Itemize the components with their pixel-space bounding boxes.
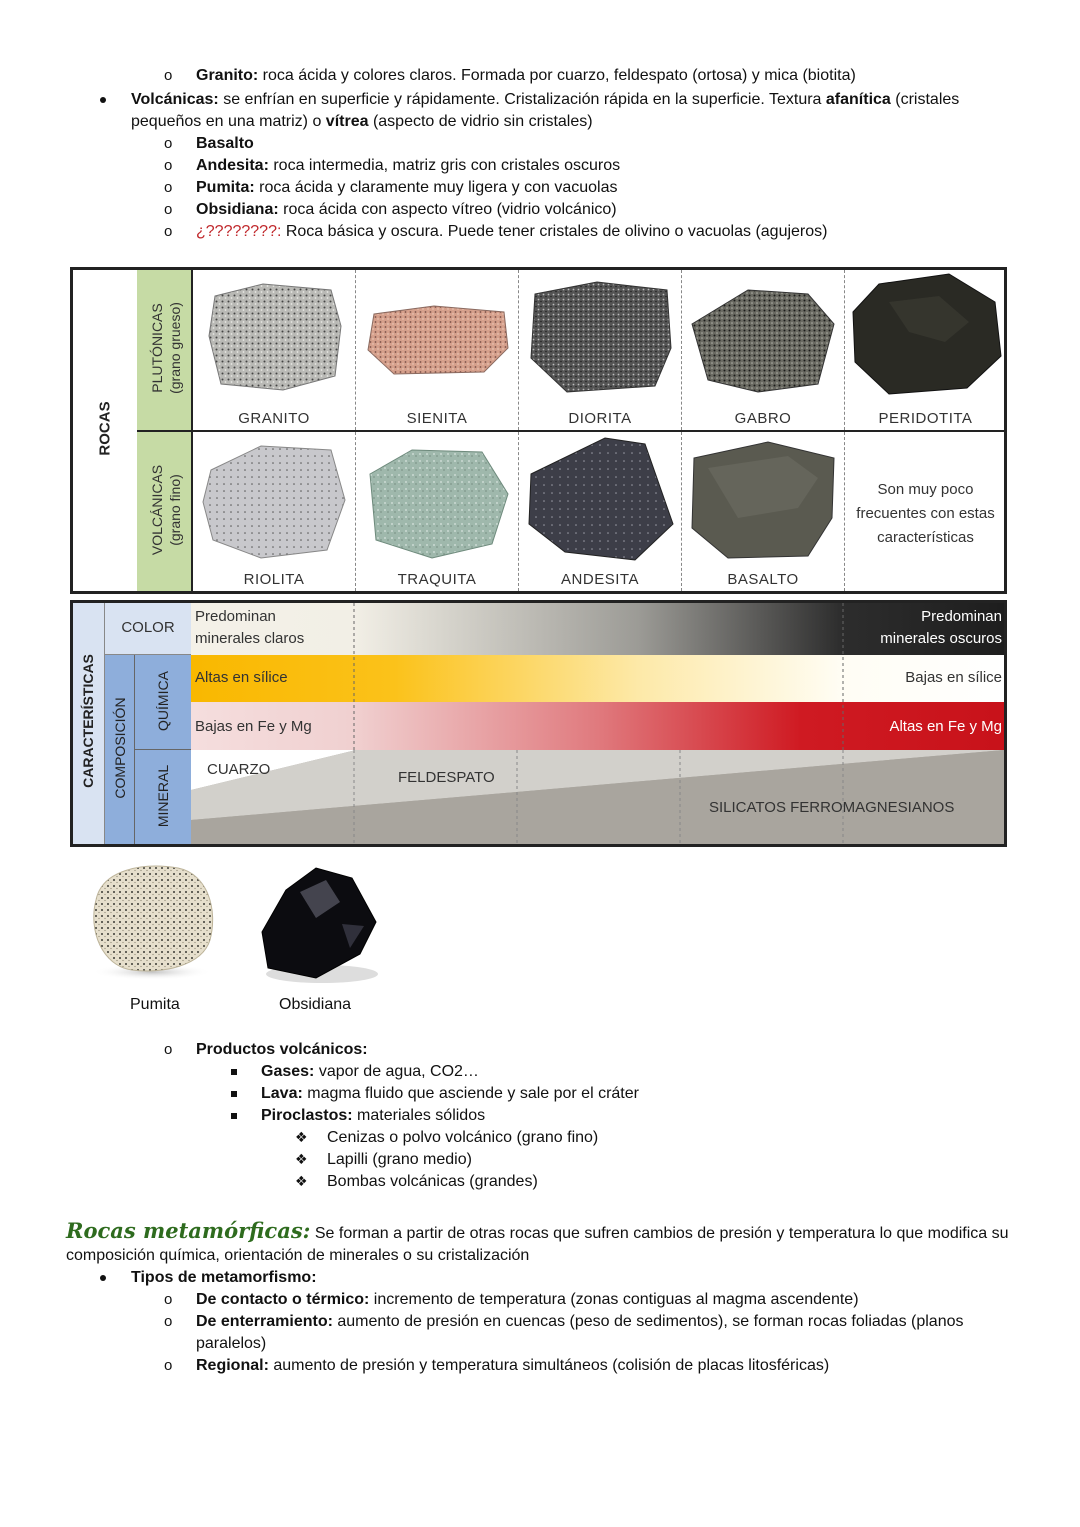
color-label: COLOR bbox=[121, 619, 175, 636]
femg-right-text: Altas en Fe y Mg bbox=[889, 718, 1002, 735]
cell-sienita bbox=[356, 270, 519, 430]
circle-bullet-icon: o bbox=[164, 201, 173, 218]
gabro-rock-image bbox=[688, 284, 838, 396]
dot-bullet-icon bbox=[100, 97, 106, 103]
silice-right-text: Bajas en sílice bbox=[905, 669, 1002, 686]
productos-lava: Lava: magma fluido que asciende y sale por el cráter bbox=[261, 1085, 639, 1102]
peridotita-rock-image bbox=[849, 272, 1003, 396]
circle-bullet-icon: o bbox=[164, 1041, 173, 1058]
cell-riolita bbox=[193, 432, 356, 591]
productos-gases: Gases: vapor de agua, CO2… bbox=[261, 1063, 479, 1080]
cell-gabro bbox=[682, 270, 845, 430]
circle-bullet-icon: o bbox=[164, 179, 173, 196]
composicion-column bbox=[105, 655, 135, 844]
circle-bullet-icon: o bbox=[164, 1313, 173, 1330]
cell-basalto bbox=[682, 432, 845, 591]
square-bullet-icon bbox=[231, 1069, 237, 1075]
rock-name: BASALTO bbox=[727, 571, 799, 588]
femg-left-text: Bajas en Fe y Mg bbox=[195, 718, 312, 735]
rocas-column bbox=[73, 270, 137, 591]
basalto-rock-image bbox=[688, 438, 838, 562]
obsidiana-photo bbox=[256, 862, 382, 988]
traquita-rock-image bbox=[362, 444, 512, 562]
rock-classification-table bbox=[70, 267, 1007, 594]
composicion-label: COMPOSICIÓN bbox=[112, 697, 128, 799]
metamorficas-heading: Rocas metamórficas: bbox=[66, 1218, 311, 1243]
circle-bullet-icon: o bbox=[164, 67, 173, 84]
sienita-rock-image bbox=[364, 300, 512, 380]
rock-name: GABRO bbox=[734, 410, 792, 427]
productos-piroclastos: Piroclastos: materiales sólidos bbox=[261, 1107, 486, 1124]
plutonicas-side bbox=[137, 270, 191, 432]
cell-peridotita bbox=[845, 270, 1006, 430]
color-header bbox=[105, 603, 191, 655]
mineral-feldespato-label: FELDESPATO bbox=[398, 769, 495, 786]
mineral-cuarzo-label: CUARZO bbox=[207, 761, 271, 778]
productos-cenizas: Cenizas o polvo volcánico (grano fino) bbox=[327, 1129, 599, 1146]
plutonicas-label: PLUTÓNICAS (grano grueso) bbox=[149, 302, 183, 394]
rock-name: ANDESITA bbox=[561, 571, 639, 588]
mineral-band bbox=[191, 750, 1004, 844]
silice-left-text: Altas en sílice bbox=[195, 669, 288, 686]
rocas-label: ROCAS bbox=[96, 401, 114, 456]
volcanicas-side bbox=[137, 432, 191, 591]
dot-bullet-icon bbox=[100, 1275, 106, 1281]
cell-rare-note bbox=[845, 432, 1006, 591]
color-right-text: Predominan minerales oscuros bbox=[880, 608, 1002, 647]
cell-andesita bbox=[519, 432, 682, 591]
rock-name: GRANITO bbox=[238, 410, 310, 427]
circle-bullet-icon: o bbox=[164, 157, 173, 174]
diamond-bullet-icon: ❖ bbox=[295, 1173, 308, 1189]
circle-bullet-icon: o bbox=[164, 1357, 173, 1374]
list-item-granito: Granito: roca ácida y colores claros. Formada por cuarzo, feldespato (ortosa) y mica (biotita) bbox=[196, 67, 856, 84]
andesita-rock-image bbox=[525, 434, 675, 564]
volcanicas-label: VOLCÁNICAS (grano fino) bbox=[149, 464, 183, 556]
quimica-header bbox=[135, 655, 191, 750]
cell-diorita bbox=[519, 270, 682, 430]
rock-name: TRAQUITA bbox=[397, 571, 477, 588]
rock-name: PERIDOTITA bbox=[878, 410, 973, 427]
characteristics-table bbox=[70, 600, 1007, 847]
rare-note: Son muy poco frecuentes con estas características bbox=[856, 481, 995, 546]
circle-bullet-icon: o bbox=[164, 1291, 173, 1308]
pumita-caption: Pumita bbox=[130, 996, 180, 1013]
list-item-obsidiana: Obsidiana: roca ácida con aspecto vítreo (vidrio volcánico) bbox=[196, 201, 617, 218]
rock-name: RIOLITA bbox=[243, 571, 305, 588]
productos-lapilli: Lapilli (grano medio) bbox=[327, 1151, 472, 1168]
plutonic-row bbox=[191, 270, 1004, 432]
square-bullet-icon bbox=[231, 1113, 237, 1119]
column-separators bbox=[191, 603, 1004, 750]
diamond-bullet-icon: ❖ bbox=[295, 1129, 308, 1145]
color-left-text: Predominan minerales claros bbox=[195, 608, 305, 647]
circle-bullet-icon: o bbox=[164, 223, 173, 240]
cell-traquita bbox=[356, 432, 519, 591]
caracteristicas-column bbox=[73, 603, 105, 844]
quimica-label: QUÍMICA bbox=[155, 671, 171, 731]
tipo-enterramiento: De enterramiento: aumento de presión en cuencas (peso de sedimentos), se forman rocas foliadas (planos bbox=[196, 1313, 964, 1330]
square-bullet-icon bbox=[231, 1091, 237, 1097]
diamond-bullet-icon: ❖ bbox=[295, 1151, 308, 1167]
rock-name: SIENITA bbox=[406, 410, 468, 427]
pumita-photo bbox=[82, 860, 222, 982]
mineral-label: MINERAL bbox=[155, 764, 171, 828]
list-item-volcanicas-line2: pequeños en una matriz) o vítrea (aspecto de vidrio sin cristales) bbox=[131, 113, 593, 130]
cell-granito bbox=[193, 270, 356, 430]
list-item-unknown: ¿????????: Roca básica y oscura. Puede tener cristales de olivino o vacuolas (agujeros) bbox=[196, 223, 828, 240]
diorita-rock-image bbox=[527, 278, 675, 396]
mineral-header bbox=[135, 750, 191, 844]
tipo-enterramiento-line2: paralelos) bbox=[196, 1335, 267, 1352]
list-item-basalto: Basalto bbox=[196, 135, 254, 152]
tipos-label: Tipos de metamorfismo: bbox=[131, 1269, 317, 1286]
tipo-regional: Regional: aumento de presión y temperatura simultáneos (colisión de placas litosféricas) bbox=[196, 1357, 830, 1374]
obsidiana-caption: Obsidiana bbox=[279, 996, 352, 1013]
volcanic-row bbox=[191, 432, 1004, 591]
list-item-pumita: Pumita: roca ácida y claramente muy ligera y con vacuolas bbox=[196, 179, 618, 196]
metamorficas-intro-line2: composición química, orientación de minerales o su cristalización bbox=[66, 1247, 530, 1264]
metamorficas-intro: Rocas metamórficas: Se forman a partir de otras rocas que sufren cambios de presión y temperatura lo que modifica su bbox=[66, 1218, 1009, 1243]
rock-name: DIORITA bbox=[568, 410, 632, 427]
granito-rock-image bbox=[203, 276, 347, 396]
circle-bullet-icon: o bbox=[164, 135, 173, 152]
list-item-andesita: Andesita: roca intermedia, matriz gris con cristales oscuros bbox=[196, 157, 621, 174]
caracteristicas-label: CARACTERÍSTICAS bbox=[80, 654, 96, 788]
tipo-contacto: De contacto o térmico: incremento de temperatura (zonas contiguas al magma ascendente) bbox=[196, 1291, 859, 1308]
mineral-silicatos-label: SILICATOS FERROMAGNESIANOS bbox=[709, 799, 955, 816]
productos-title: Productos volcánicos: bbox=[196, 1041, 368, 1058]
productos-bombas: Bombas volcánicas (grandes) bbox=[327, 1173, 538, 1190]
list-item-volcanicas: Volcánicas: se enfrían en superficie y rápidamente. Cristalización rápida en la superficie. Textura afanítica (cristales bbox=[131, 91, 960, 108]
riolita-rock-image bbox=[201, 440, 349, 562]
